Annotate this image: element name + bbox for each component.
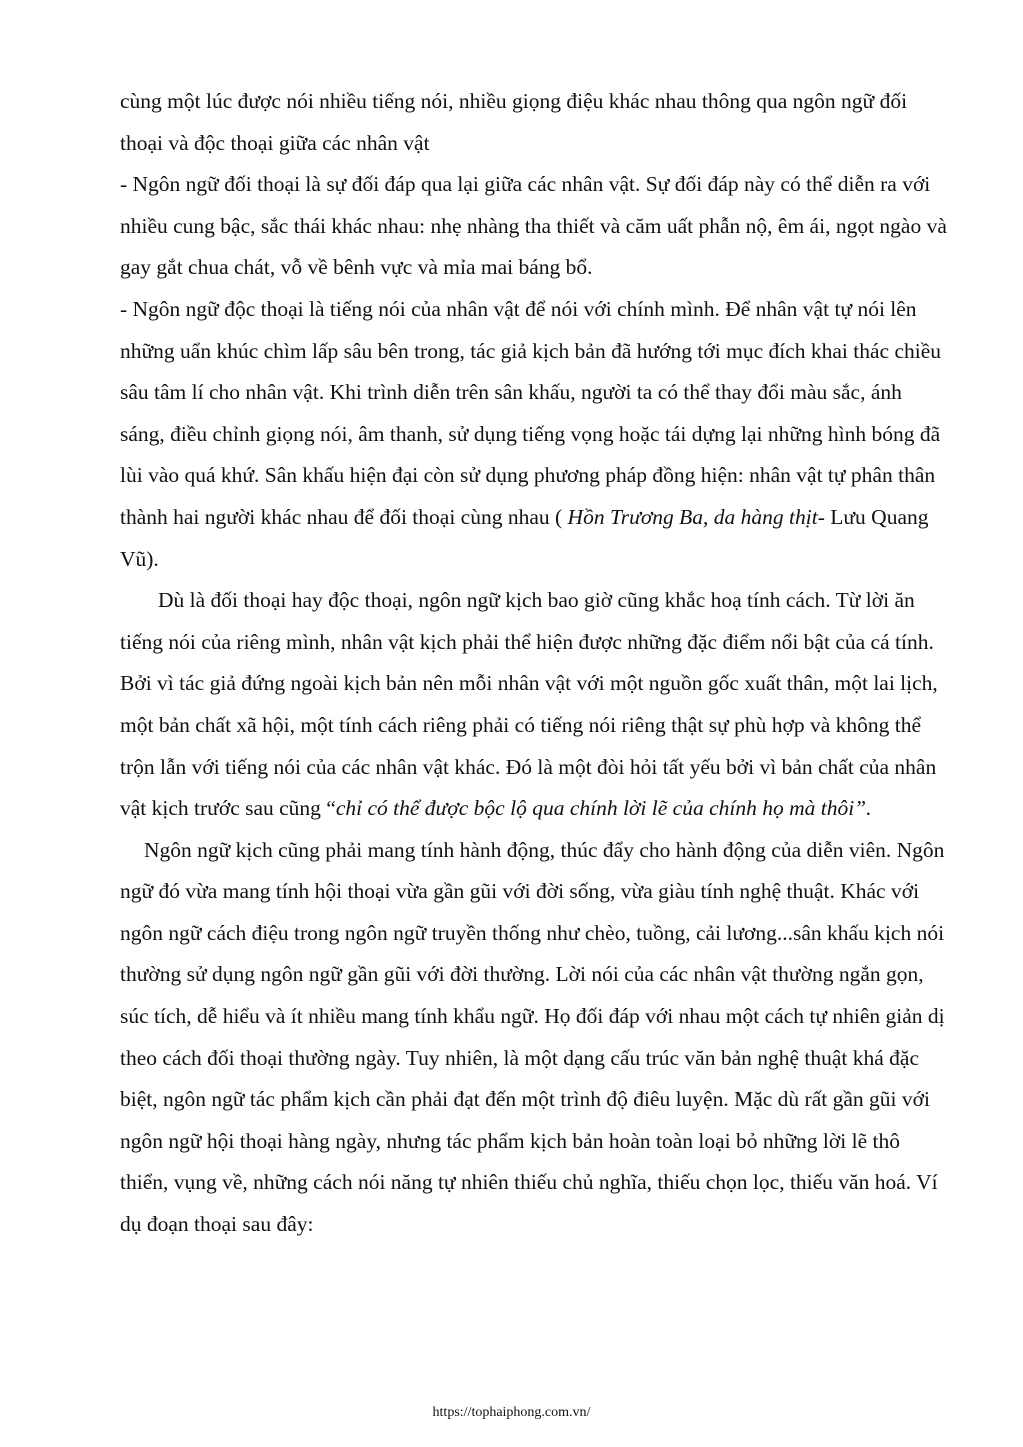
paragraph-text: - Lưu Quang Vũ). [120,504,929,571]
paragraph-monologue-definition [120,289,950,580]
paragraph-characterization [120,580,950,830]
paragraph-text: Dù là đối thoại hay độc thoại, ngôn ngữ kịch bao giờ cũng khắc hoạ tính cách. Từ lời ăn tiếng nói của riêng mình, nhân vật kịch phải thể hiện được những đặc điểm nổi bật của cá tính. Bởi vì tác giả đứng ngoài kịch bản nên mỗi nhân vật với một nguồn gốc xuất thân, một lai lịch, một bản chất xã hội, một tính cách riêng phải có tiếng nói riêng thật sự phù hợp và không thể trộn lẫn với tiếng nói của các nhân vật khác. Đó là một đòi hỏi tất yếu bởi vì bản chất của nhân vật kịch trước sau cũng “ [120,588,938,821]
document-body [120,81,950,1246]
paragraph-text: - Ngôn ngữ đối thoại là sự đối đáp qua lại giữa các nhân vật. Sự đối đáp này có thể diễn ra với nhiều cung bậc, sắc thái khác nhau: nhẹ nhàng tha thiết và căm uất phẫn nộ, êm ái, ngọt ngào và gay gắt chua chát, vỗ về bênh vực và mỉa mai báng bổ. [120,172,947,280]
footer-url: https://tophaiphong.com.vn/ [432,1405,591,1420]
paragraph-continuation [120,81,950,164]
quotation-italic: chỉ có thể được bộc lộ qua chính lời lẽ của chính họ mà thôi”. [335,796,872,821]
paragraph-text: Ngôn ngữ kịch cũng phải mang tính hành động, thúc đẩy cho hành động của diễn viên. Ngôn ngữ đó vừa mang tính hội thoại vừa gần gũi với đời sống, vừa giàu tính nghệ thuật. Khác với ngôn ngữ cách điệu trong ngôn ngữ truyền thống như chèo, tuồng, cải lương...sân khấu kịch nói thường sử dụng ngôn ngữ gần gũi với đời thường. Lời nói của các nhân vật thường ngắn gọn, súc tích, dễ hiểu và ít nhiều mang tính khẩu ngữ. Họ đối đáp với nhau một cách tự nhiên giản dị theo cách đối thoại thường ngày. Tuy nhiên, là một dạng cấu trúc văn bản nghệ thuật khá đặc biệt, ngôn ngữ tác phẩm kịch cần phải đạt đến một trình độ điêu luyện. Mặc dù rất gần gũi với ngôn ngữ hội thoại hàng ngày, nhưng tác phẩm kịch bản hoàn toàn loại bỏ những lời lẽ thô thiển, vụng về, những cách nói năng tự nhiên thiếu chủ nghĩa, thiếu chọn lọc, thiếu văn hoá. Ví dụ đoạn thoại sau đây: [120,837,945,1237]
paragraph-dialogue-definition [120,164,950,289]
paragraph-action-language [120,830,950,1246]
work-title-italic: Hồn Trương Ba, da hàng thịt [567,504,818,529]
paragraph-text: cùng một lúc được nói nhiều tiếng nói, nhiều giọng điệu khác nhau thông qua ngôn ngữ đối thoại và độc thoại giữa các nhân vật [120,89,908,155]
paragraph-text: - Ngôn ngữ độc thoại là tiếng nói của nhân vật để nói với chính mình. Để nhân vật tự nói lên những uẩn khúc chìm lấp sâu bên trong, tác giả kịch bản đã hướng tới mục đích khai thác chiều sâu tâm lí cho nhân vật. Khi trình diễn trên sân khấu, người ta có thể thay đổi màu sắc, ánh sáng, điều chỉnh giọng nói, âm thanh, sử dụng tiếng vọng hoặc tái dựng lại những hình bóng đã lùi vào quá khứ. Sân khấu hiện đại còn sử dụng phương pháp đồng hiện: nhân vật tự phân thân thành hai người khác nhau để đối thoại cùng nhau ( [120,296,942,529]
